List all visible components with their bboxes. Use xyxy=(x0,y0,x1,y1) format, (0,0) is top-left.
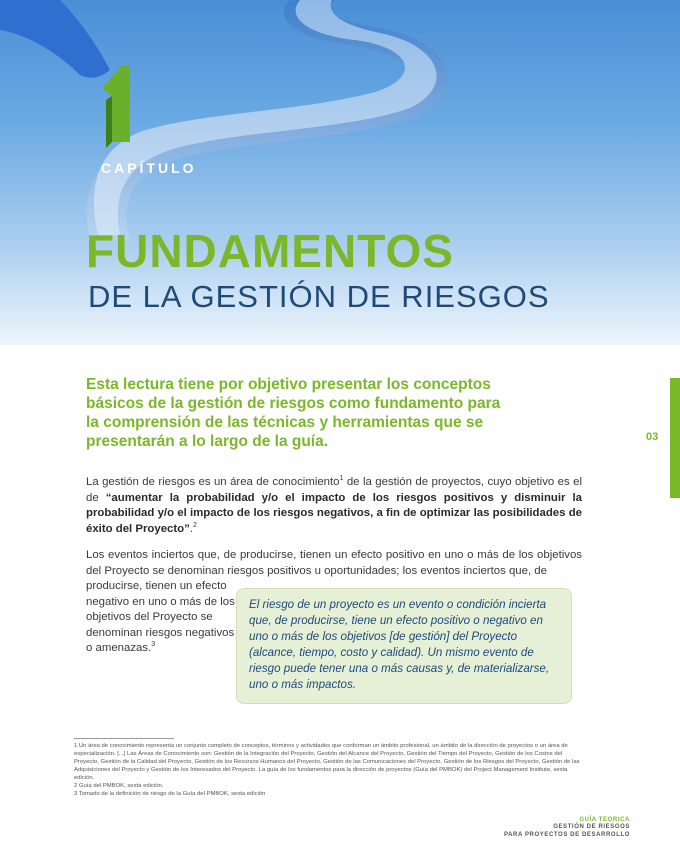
footnotes xyxy=(74,742,584,798)
chapter-hero xyxy=(0,0,680,345)
footnote-rule xyxy=(74,738,174,739)
footnote-2: 2 Guía del PMBOK, sexta edición. xyxy=(74,783,164,789)
footnote-ref-3: 3 xyxy=(151,641,156,649)
footnote-1: 1 Un área de conocimiento representa un conjunto completo de conceptos, términos y actividades que conforman un ámbito profesional, un ámbito de la dirección de proyectos o un área de especialización. [...] Las Áreas de Conocimiento son: Gestión de la Integración del Proyecto, Gestión del Alcance del Proyecto, Gestión del Tiempo del Proyecto, Gestión de los Costos del Proyecto, Gestión de la Calidad del Proyecto, Gestión de los Recursos Humanos del Proyecto, Gestión de las Comunicaciones del Proyecto, Gestión de los Riesgos del Proyecto, Gestión de las Adquisiciones del Proyecto y Gestión de los Interesados del Proyecto. La guía de los fundamentos para la dirección de proyectos (Guía del PMBOK) del Project Management Institute, sexta edición. xyxy=(74,743,580,781)
chapter-label: CAPÍTULO xyxy=(101,160,197,176)
side-accent-bar xyxy=(670,378,680,498)
page-number: 03 xyxy=(646,431,659,443)
intro-paragraph: Esta lectura tiene por objetivo presentar los conceptos básicos de la gestión de riesgos como fundamento para la comprensión de las técnicas y herramientas que se presentarán a lo largo de la guía. xyxy=(86,376,501,450)
body-paragraph-3: producirse, tienen un efecto negativo en uno o más de los objetivos del Proyecto se denominan riesgos negativos o amenazas.$^3$ xyxy=(86,580,235,654)
footnote-ref-1: 1 xyxy=(339,475,344,483)
footnote-ref-2: 2 xyxy=(192,521,197,529)
chapter-title: FUNDAMENTOS xyxy=(86,225,454,277)
body-paragraph-1: La gestión de riesgos es un área de conocimiento$^1$ de la gestión de proyectos, cuyo objetivo es el de “aumentar la probabilidad y/o el impacto de los riesgos positivos y disminuir la probabilidad y/o el impacto de los riesgos negativos, a fin de optimizar las posibilidades de éxito del Proyecto”.$^2$ xyxy=(86,475,582,535)
footer-line-2: GESTIÓN DE RIESGOS xyxy=(553,824,630,831)
footnote-3: 3 Tomado de la definición de riesgo de la Guía del PMBOK, sexta edición xyxy=(74,791,266,797)
footer-line-3: PARA PROYECTOS DE DESARROLLO xyxy=(503,831,630,838)
footer-line-1: GUÍA TEORICA xyxy=(579,817,630,823)
running-footer xyxy=(504,817,630,839)
body-paragraph-2: Los eventos inciertos que, de producirse, tienen un efecto positivo en uno o más de los objetivos del Proyecto se denominan riesgos positivos u oportunidades; los eventos inciertos que, de xyxy=(86,549,582,577)
definition-callout: El riesgo de un proyecto es un evento o condición incierta que, de producirse, tiene un efecto positivo o negativo en uno o más de los objetivos [de gestión] del Proyecto (alcance, tiempo, costo y calidad). Un mismo evento de riesgo puede tener una o más causas y, de materializarse, uno o más impactos. xyxy=(236,588,572,704)
chapter-subtitle: DE LA GESTIÓN DE RIESGOS xyxy=(88,279,550,314)
